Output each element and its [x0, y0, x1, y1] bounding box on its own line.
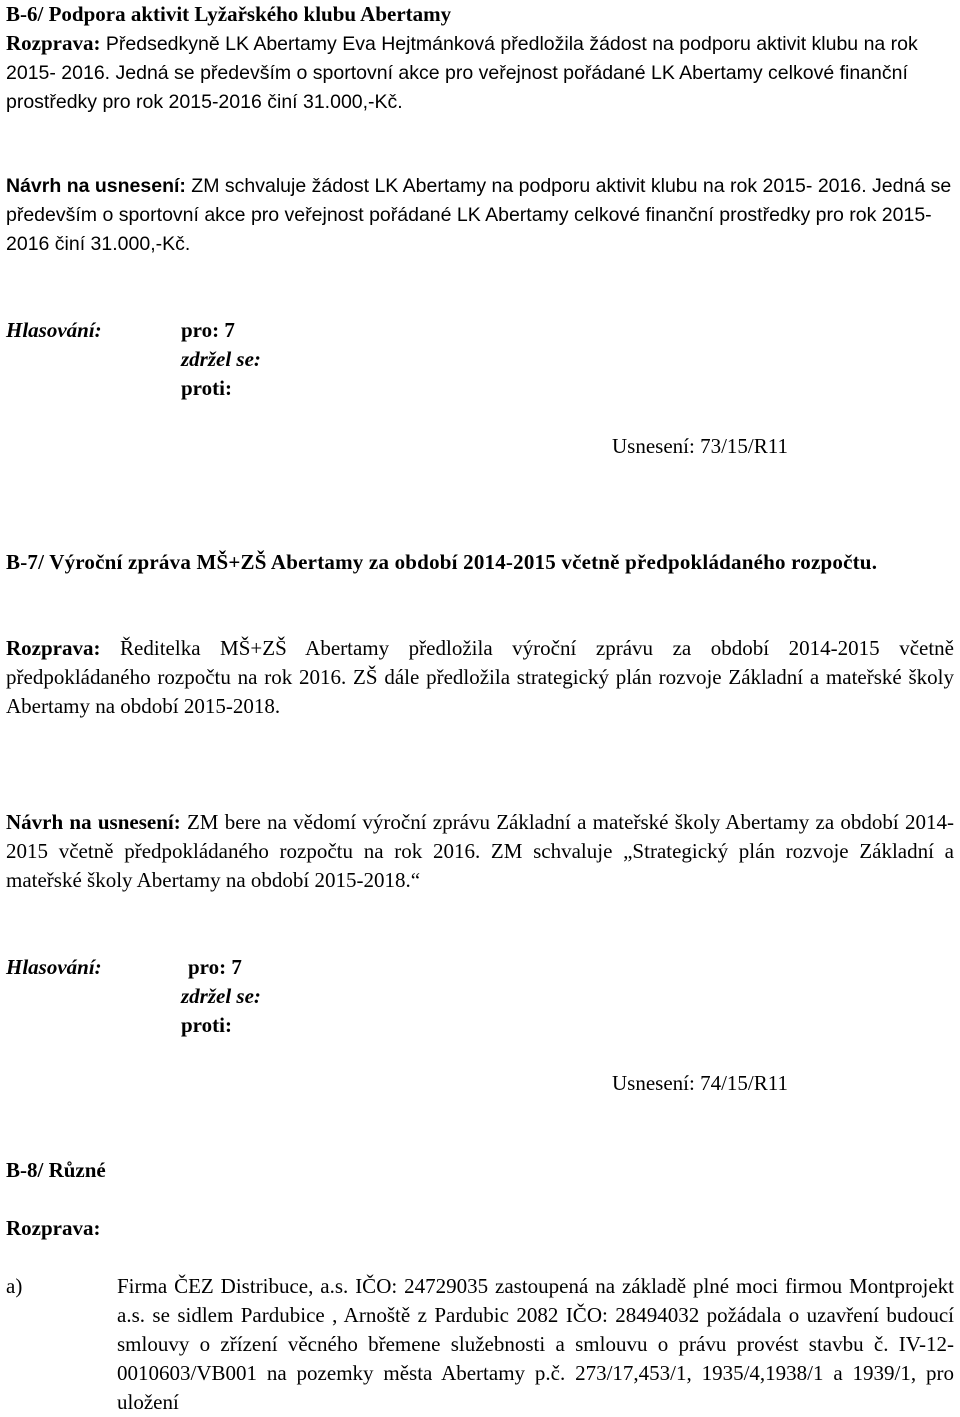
- b7-discussion-text: Ředitelka MŠ+ZŠ Abertamy předložila výroční zprávu za období 2014-2015 včetně předpokládaného rozpočtu na rok 2016. ZŠ dále předložila strategický plán rozvoje Základní a mateřské školy Abertamy na období 2015-2018.: [6, 636, 954, 718]
- b6-vote-abstain: zdržel se:: [181, 347, 261, 371]
- b7-resolution: Usnesení: 74/15/R11: [612, 1071, 788, 1095]
- list-item-text: Firma ČEZ Distribuce, a.s. IČO: 24729035 zastoupená na základě plné moci firmou Montprojekt a.s. se sidlem Pardubice , Arnoště z Pardubic 2082 IČO: 28494032 požádala o uzavření budoucí smlouvy o zřízení věcného břemene služebnosti a smlouvu o právu provést stavbu č. IV-12-0010603/VB001 na pozemky města Abertamy p.č. 273/17,453/1, 1935/4,1938/1 a 1939/1, pro uložení: [117, 1274, 954, 1414]
- b6-discussion: [6, 29, 954, 117]
- b6-resolution: Usnesení: 73/15/R11: [612, 434, 788, 458]
- b6-discussion-label: Rozprava:: [6, 31, 101, 55]
- b6-discussion-text: Předsedkyně LK Abertamy Eva Hejtmánková předložila žádost na podporu aktivit klubu na rok 2015- 2016. Jedná se především o sportovní akce pro veřejnost pořádané LK Abertamy celkové finanční prostředky pro rok 2015-2016 činí 31.000,-Kč.: [6, 33, 918, 113]
- b7-proposal: [6, 808, 954, 895]
- section-b7-title: B-7/ Výroční zpráva MŠ+ZŠ Abertamy za období 2014-2015 včetně předpokládaného rozpočtu.: [6, 550, 878, 574]
- section-b8-title: B-8/ Různé: [6, 1158, 106, 1182]
- b7-proposal-text: ZM bere na vědomí výroční zprávu Základní a mateřské školy Abertamy za období 2014-2015 včetně předpokládaného rozpočtu na rok 2016. ZM schvaluje „Strategický plán rozvoje Základní a mateřské školy Abertamy na období 2015-2018.“: [6, 810, 954, 892]
- b6-vote-for: pro: 7: [181, 318, 235, 342]
- b7-proposal-label: Návrh na usnesení:: [6, 810, 181, 834]
- b8-discussion-label: Rozprava:: [6, 1216, 101, 1240]
- b7-discussion: [6, 634, 954, 721]
- b6-proposal: [6, 172, 954, 259]
- b6-vote-against: proti:: [181, 376, 232, 400]
- list-item: [6, 1272, 954, 1417]
- b6-proposal-text: ZM schvaluje žádost LK Abertamy na podporu aktivit klubu na rok 2015- 2016. Jedná se především o sportovní akce pro veřejnost pořádané LK Abertamy celkové finanční prostředky pro rok 2015-2016 činí 31.000,-Kč.: [6, 175, 952, 255]
- b7-vote-for: pro: 7: [188, 955, 242, 979]
- list-item-marker: a): [6, 1274, 23, 1298]
- b6-vote-label-text: Hlasování:: [6, 318, 102, 342]
- b6-vote-label: [6, 316, 102, 345]
- b7-vote-label-text: Hlasování:: [6, 955, 102, 979]
- b7-vote-against: proti:: [181, 1013, 232, 1037]
- b7-discussion-label: Rozprava:: [6, 636, 101, 660]
- section-b6-title: B-6/ Podpora aktivit Lyžařského klubu Abertamy: [6, 2, 452, 26]
- b7-vote-label: [6, 953, 102, 982]
- b7-vote-abstain: zdržel se:: [181, 984, 261, 1008]
- b6-proposal-label: Návrh na usnesení:: [6, 175, 186, 197]
